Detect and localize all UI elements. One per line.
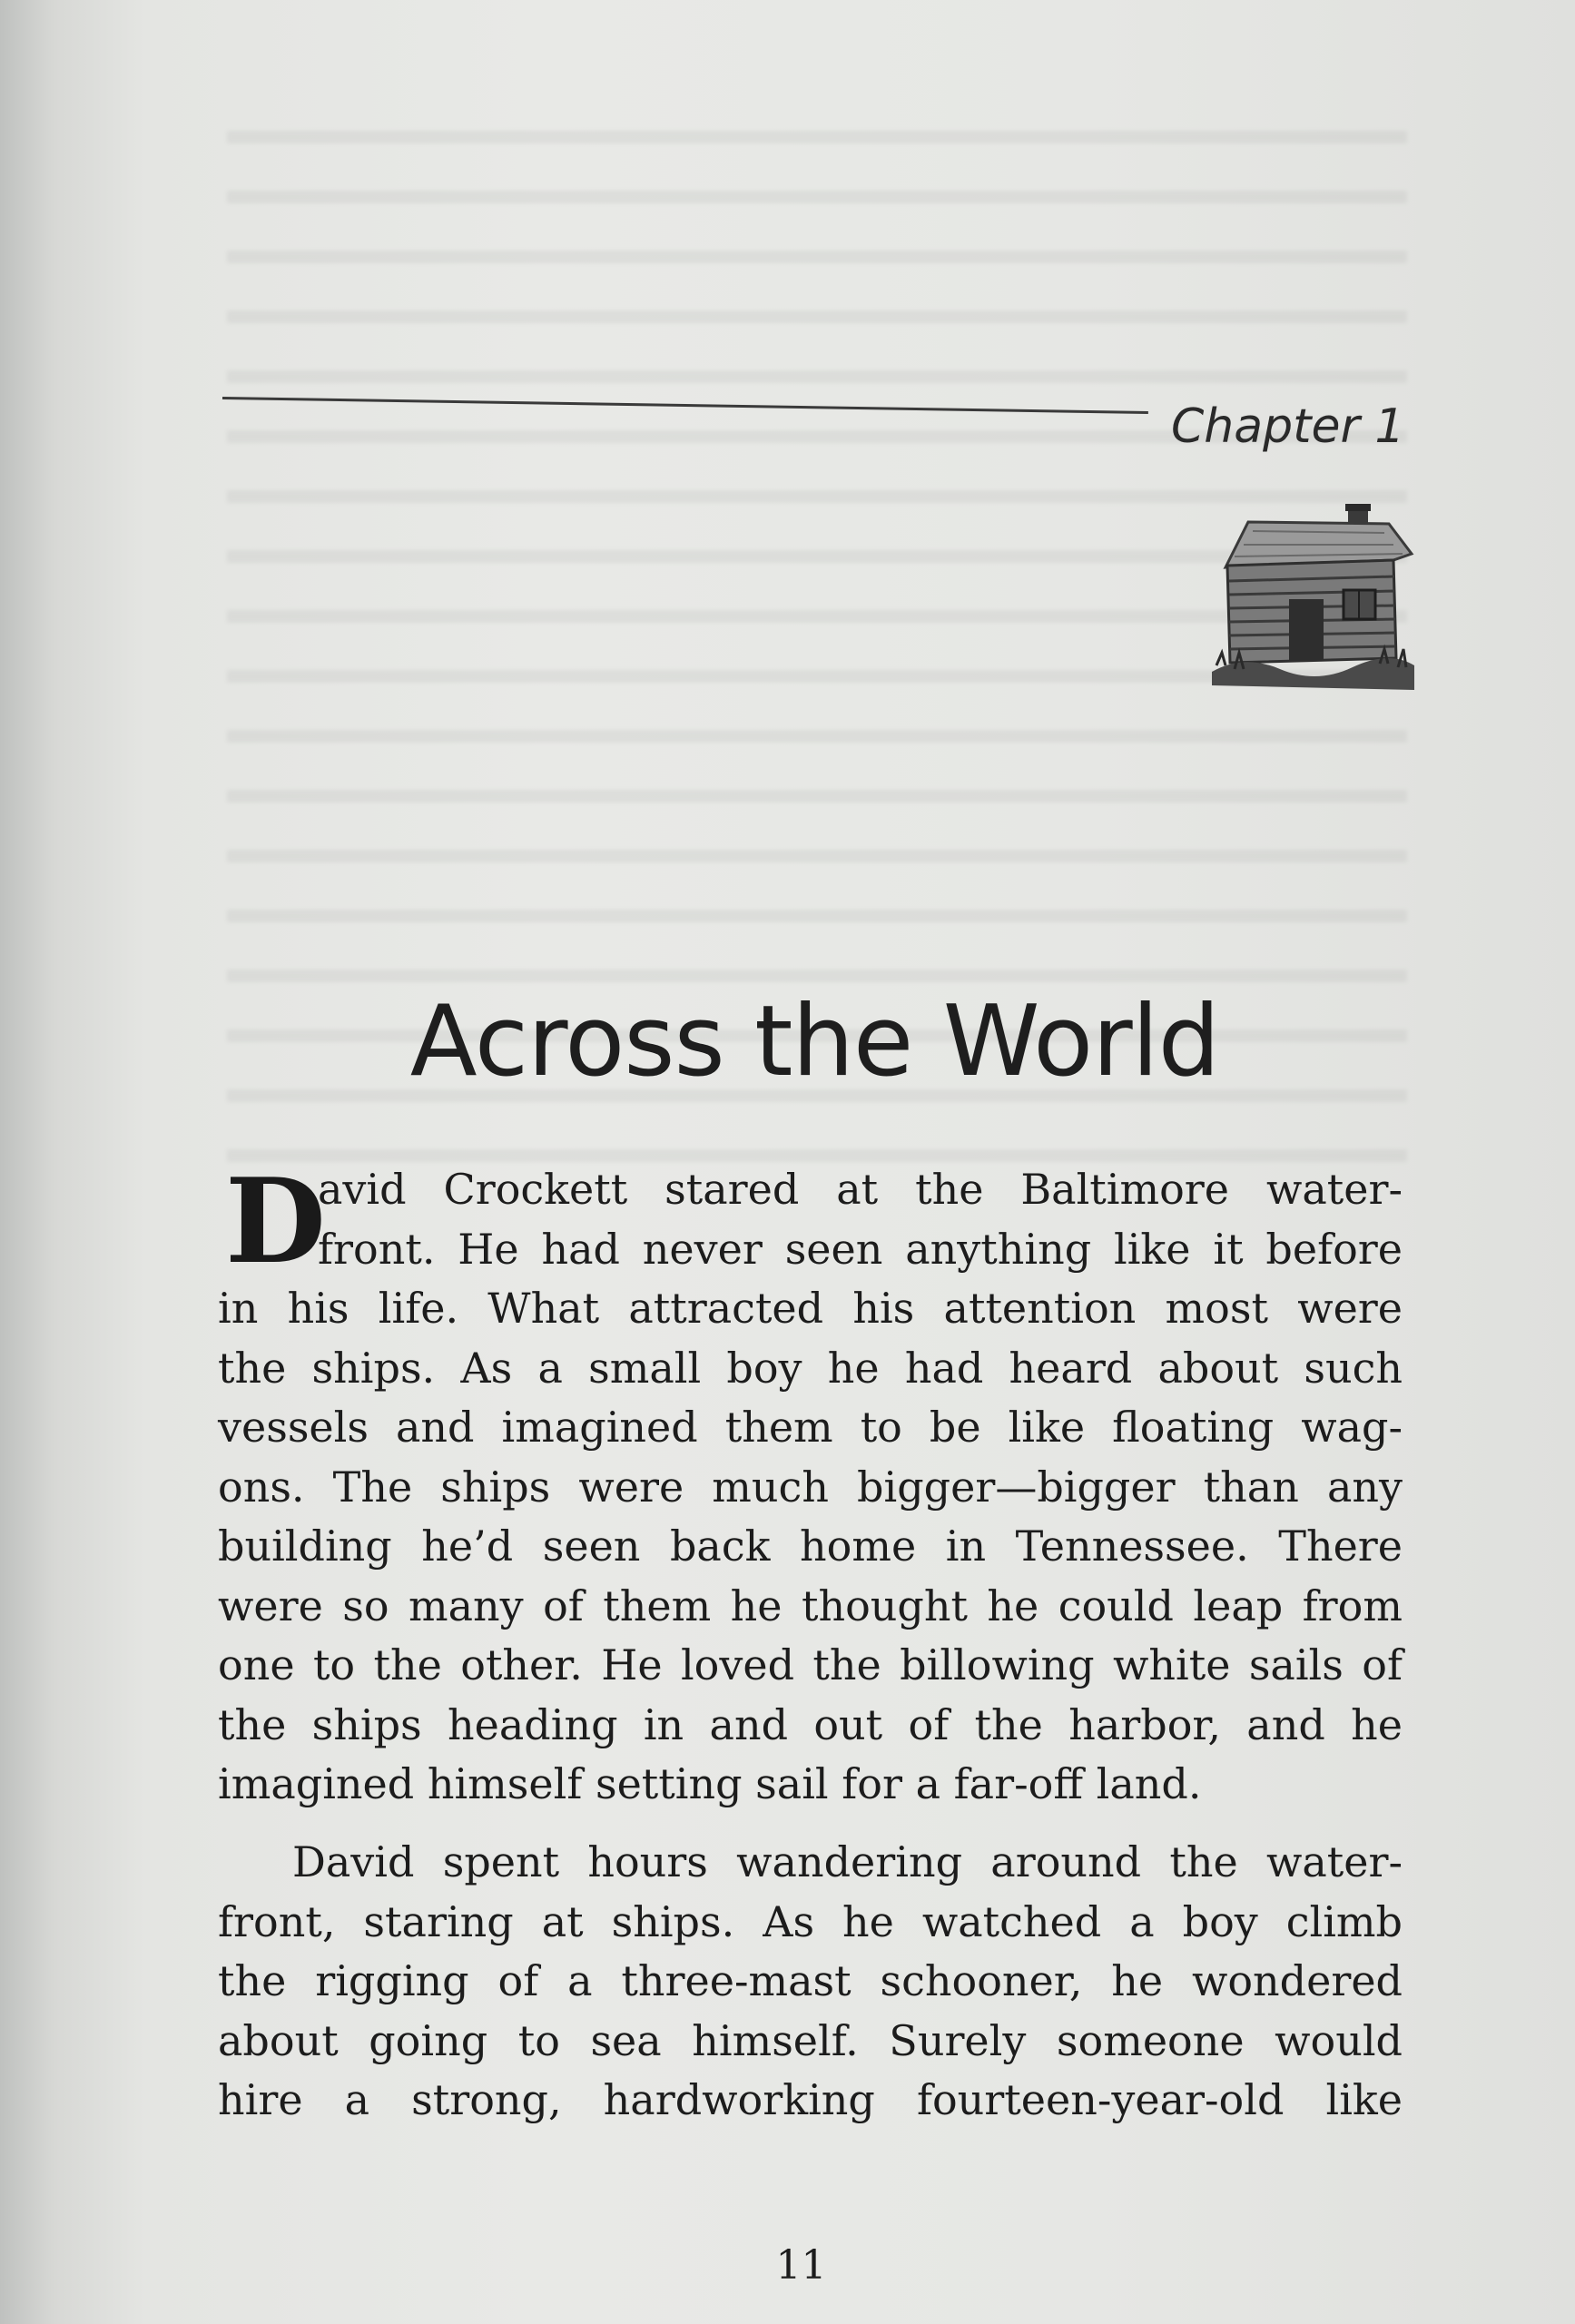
page-number: 11 bbox=[775, 2242, 827, 2289]
text-line: front, staring at ships. As he watched a boy climb bbox=[218, 1896, 1403, 1946]
text-line: about going to sea himself. Surely someone would bbox=[218, 2015, 1403, 2065]
text-line: the ships. As a small boy he had heard about such bbox=[218, 1343, 1403, 1393]
paragraph-2 bbox=[218, 1833, 1403, 2131]
chapter-label: Chapter 1 bbox=[1171, 399, 1405, 454]
text-line: avid Crockett stared at the Baltimore water- bbox=[318, 1165, 1403, 1214]
text-line: front. He had never seen anything like it before bbox=[318, 1224, 1403, 1274]
text-line: imagined himself setting sail for a far-off land. bbox=[218, 1759, 1202, 1808]
text-line: vessels and imagined them to be like floating wag- bbox=[218, 1403, 1403, 1452]
text-line: in his life. What attracted his attention most were bbox=[218, 1284, 1403, 1333]
text-line: were so many of them he thought he could leap from bbox=[218, 1581, 1403, 1630]
drop-cap: D bbox=[225, 1154, 326, 1290]
log-cabin-icon bbox=[1207, 504, 1416, 690]
text-line: David spent hours wandering around the water- bbox=[292, 1837, 1403, 1886]
text-line: the ships heading in and out of the harbor, and he bbox=[218, 1699, 1403, 1749]
paragraph-1 bbox=[218, 1154, 1403, 1815]
chapter-title: Across the World bbox=[409, 985, 1220, 1098]
text-line: hire a strong, hardworking fourteen-year-old like bbox=[218, 2075, 1403, 2124]
text-line: the rigging of a three-mast schooner, he wondered bbox=[218, 1956, 1403, 2005]
text-line: ons. The ships were much bigger—bigger than any bbox=[218, 1462, 1403, 1512]
text-line: building he’d seen back home in Tennessee. There bbox=[218, 1521, 1403, 1571]
text-line: one to the other. He loved the billowing white sails of bbox=[218, 1640, 1403, 1689]
